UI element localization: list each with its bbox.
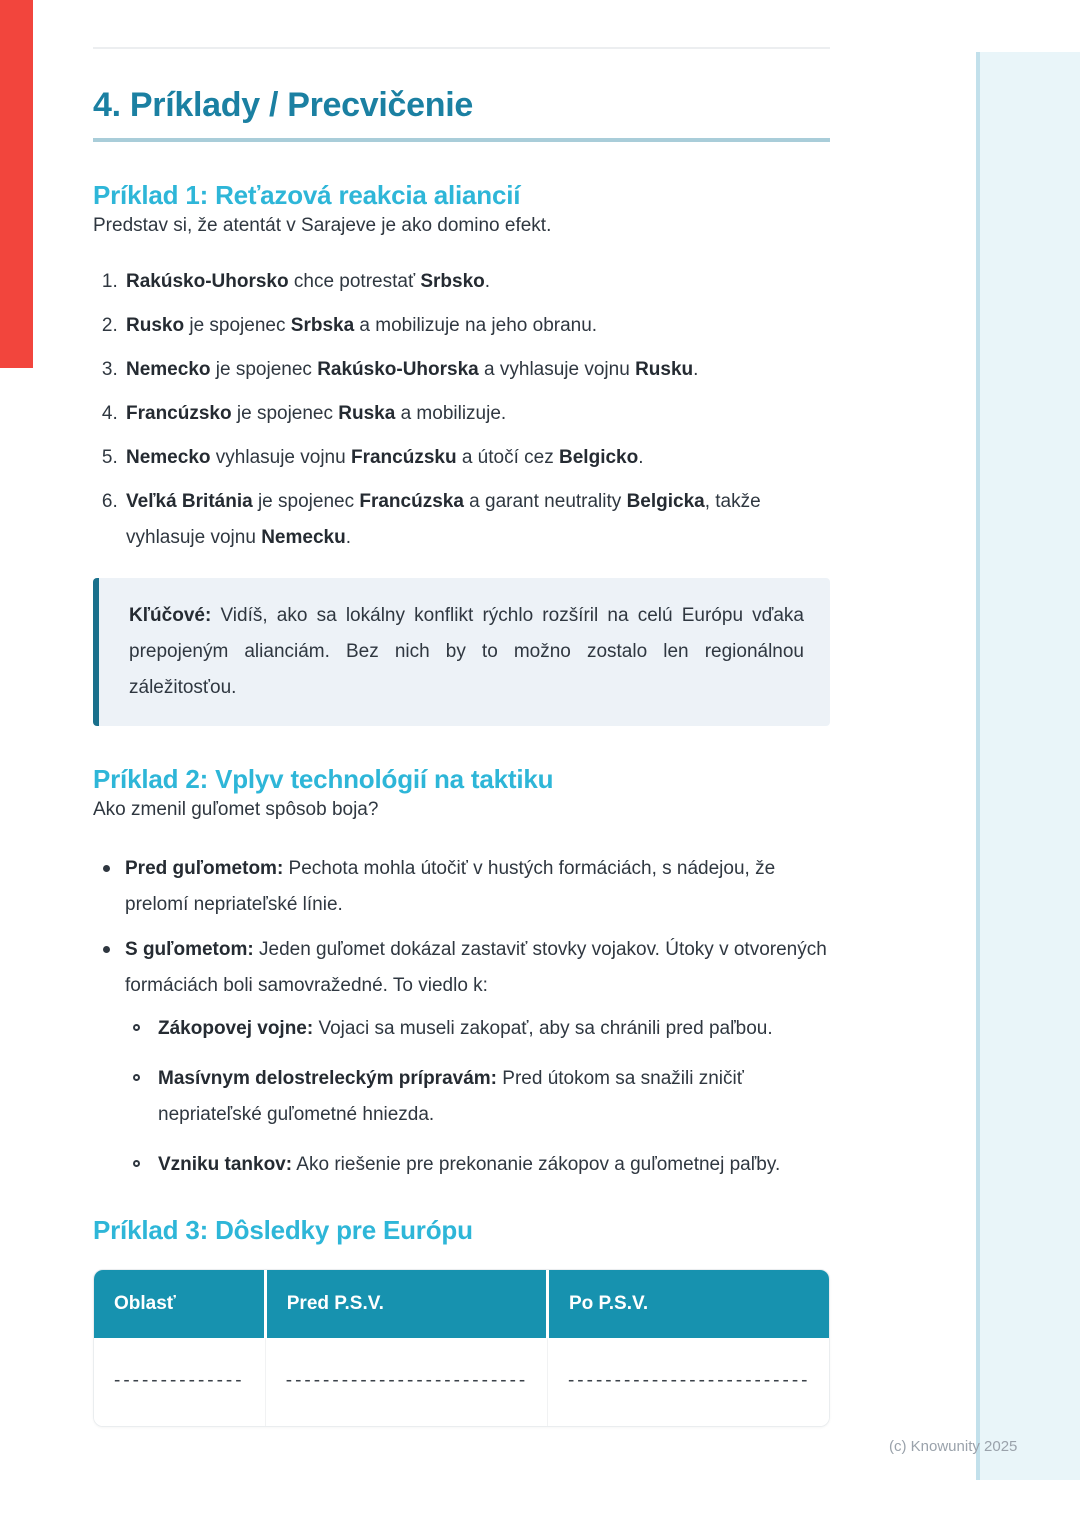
plain-text: . (345, 527, 351, 548)
bold-text: Rakúsko-Uhorska (317, 359, 479, 380)
plain-text: Pred útokom sa snažili zničiť nepriateľské guľometné hniezda. (158, 1068, 744, 1125)
bold-text: Pred guľometom: (125, 858, 284, 879)
table-cell: -------------------------- (547, 1338, 829, 1426)
alliance-step (123, 484, 830, 556)
plain-text: . (693, 359, 699, 380)
circle-bullet-icon (133, 1160, 140, 1167)
bold-text: Veľká Británia (126, 491, 253, 512)
plain-text: vyhlasuje vojnu (210, 447, 351, 468)
circle-bullet-icon (133, 1024, 140, 1031)
bold-text: Srbsko (420, 271, 485, 292)
plain-text: a útočí cez (456, 447, 560, 468)
bold-text: Belgicko (559, 447, 639, 468)
example1-heading: Príklad 1: Reťazová reakcia aliancií (93, 180, 521, 210)
sub-bullet-list (125, 1011, 830, 1183)
plain-text: . (638, 447, 644, 468)
alliance-step (123, 352, 830, 388)
table-header-row (94, 1270, 829, 1338)
plain-text: je spojenec (210, 359, 318, 380)
table-cell: -------------------------- (265, 1338, 547, 1426)
table-header-cell: Pred P.S.V. (265, 1270, 547, 1338)
bold-text: S guľometom: (125, 939, 254, 960)
table-cell: -------------- (94, 1338, 265, 1426)
bullet-item (93, 932, 830, 1183)
red-edge-strip (0, 0, 33, 368)
bold-text: Ruska (338, 403, 396, 424)
callout-label: Kľúčové: (129, 605, 212, 626)
bold-text: Belgicka (626, 491, 705, 512)
bold-text: Rusko (126, 315, 185, 336)
plain-text: Jeden guľomet dokázal zastaviť stovky vojakov. Útoky v otvorených formáciách boli samovražedné. To viedlo k: (125, 939, 827, 996)
table-header-cell: Oblasť (94, 1270, 265, 1338)
table-row (94, 1338, 829, 1426)
plain-text: a mobilizuje. (395, 403, 507, 424)
machine-gun-list (93, 851, 830, 1183)
example3-heading: Príklad 3: Dôsledky pre Európu (93, 1215, 473, 1245)
key-callout (93, 578, 830, 726)
callout-body: Vidíš, ako sa lokálny konflikt rýchlo rozšíril na celú Európu vďaka prepojeným alianciám. Bez nich by to možno zostalo len regionálnou záležitosťou. (129, 605, 804, 698)
plain-text: a vyhlasuje vojnu (478, 359, 636, 380)
alliance-step (123, 264, 830, 300)
document-content (93, 0, 830, 1427)
bullet-dot-icon (103, 946, 110, 953)
plain-text: . (484, 271, 491, 292)
plain-text: Pechota mohla útočiť v hustých formáciách, s nádejou, že prelomí nepriateľské línie. (125, 858, 776, 915)
table-body (94, 1338, 829, 1426)
sub-bullet-item (125, 1147, 830, 1183)
plain-text: chce potrestať (288, 271, 421, 292)
watermark: (c) Knowunity 2025 (889, 1438, 1018, 1455)
plain-text: je spojenec (252, 491, 360, 512)
bullet-dot-icon (103, 865, 110, 872)
circle-bullet-icon (133, 1074, 140, 1081)
bold-text: Nemecko (126, 359, 211, 380)
alliance-step (123, 396, 830, 432)
alliance-chain-list (93, 264, 830, 556)
plain-text: je spojenec (231, 403, 339, 424)
table-header-cell: Po P.S.V. (547, 1270, 829, 1338)
plain-text: , takže vyhlasuje vojnu (126, 491, 761, 548)
plain-text: a mobilizuje na jeho obranu. (354, 315, 598, 336)
plain-text: Ako riešenie pre prekonanie zákopov a guľometnej paľby. (292, 1154, 781, 1175)
example2-heading: Príklad 2: Vplyv technológií na taktiku (93, 764, 554, 794)
table-head (94, 1270, 829, 1338)
bold-text: Rusku (635, 359, 694, 380)
bold-text: Zákopovej vojne: (158, 1018, 314, 1039)
plain-text: Vojaci sa museli zakopať, aby sa chránili pred paľbou. (313, 1018, 773, 1039)
right-side-panel (976, 52, 1080, 1480)
sub-bullet-item (125, 1061, 830, 1133)
plain-text: a garant neutrality (463, 491, 627, 512)
bold-text: Vzniku tankov: (158, 1154, 293, 1175)
bold-text: Nemecko (126, 447, 211, 468)
top-divider (93, 47, 830, 49)
bold-text: Nemecku (261, 527, 346, 548)
bullet-item (93, 851, 830, 923)
bold-text: Srbska (290, 315, 355, 336)
example2-intro: Ako zmenil guľomet spôsob boja? (93, 799, 379, 820)
title-underline (93, 138, 830, 142)
callout-text (129, 598, 804, 706)
consequences-table (94, 1270, 829, 1426)
bold-text: Masívnym delostreleckým prípravám: (158, 1068, 497, 1089)
example1-intro: Predstav si, že atentát v Sarajeve je ako domino efekt. (93, 215, 552, 236)
sub-bullet-item (125, 1011, 830, 1047)
bold-text: Francúzsko (126, 403, 232, 424)
alliance-step (123, 440, 830, 476)
plain-text: je spojenec (184, 315, 291, 336)
bold-text: Francúzska (359, 491, 464, 512)
consequences-table-wrap (93, 1269, 830, 1427)
bold-text: Francúzsku (350, 447, 457, 468)
page-title: 4. Príklady / Precvičenie (93, 86, 473, 124)
bold-text: Rakúsko-Uhorsko (126, 271, 289, 292)
alliance-step (123, 308, 830, 344)
